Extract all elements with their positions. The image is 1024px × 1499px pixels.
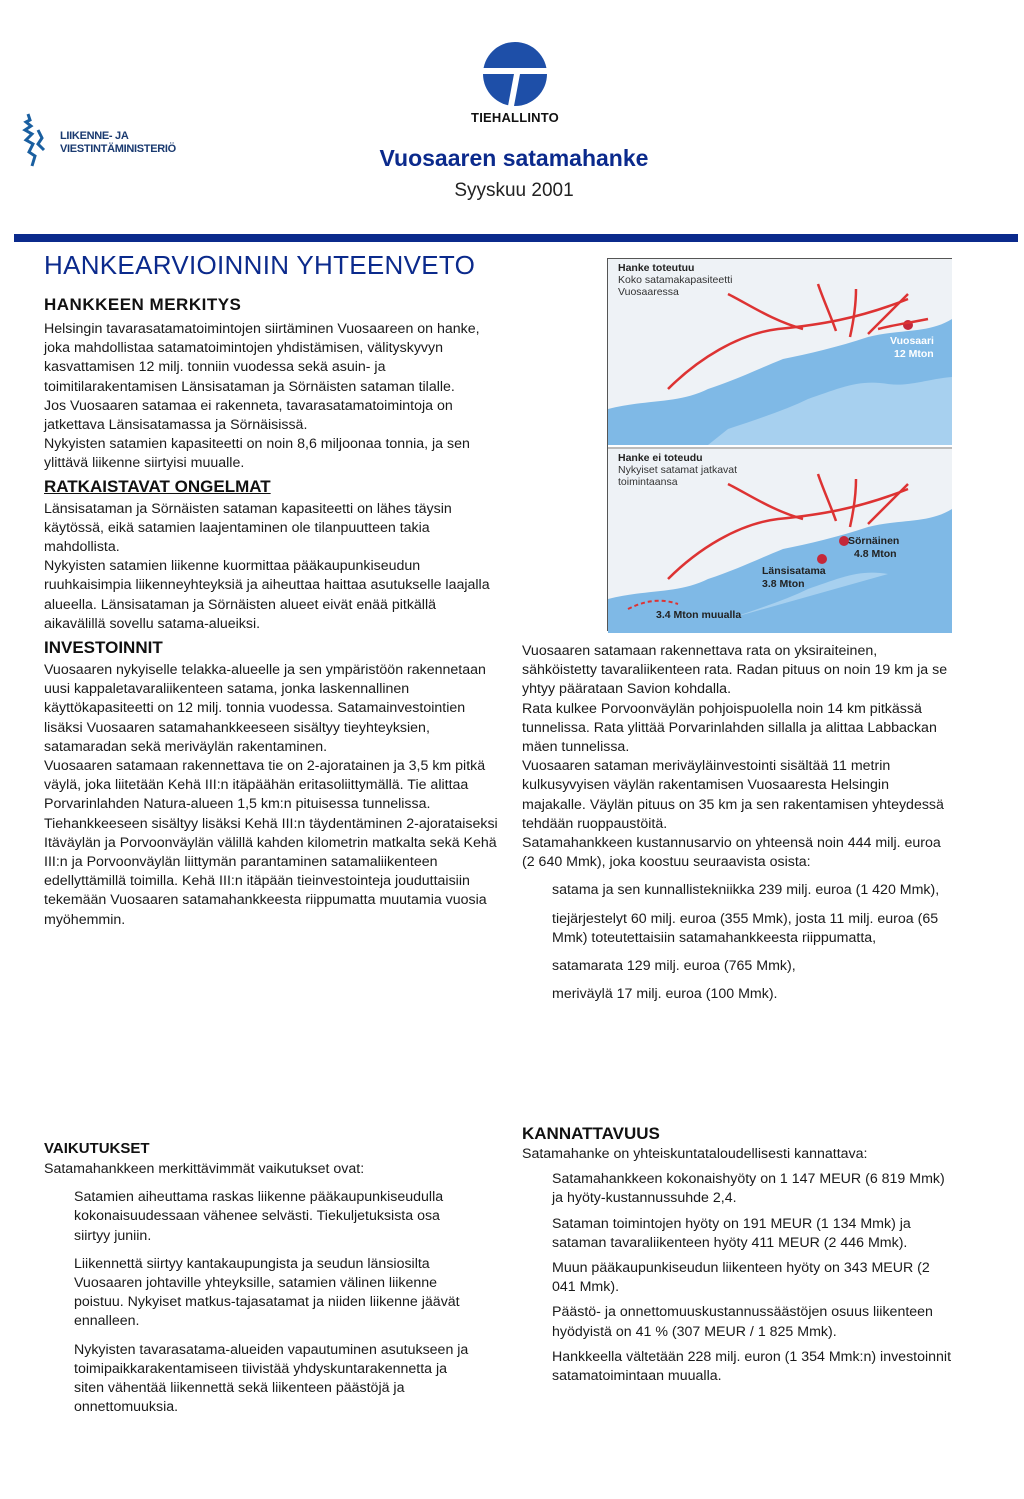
cost-item: satama ja sen kunnallistekniikka 239 milj. euroa (1 420 Mmk), xyxy=(552,882,940,899)
cost-item: satamarata 129 milj. euroa (765 Mmk), xyxy=(552,958,796,975)
cost-item: meriväylä 17 milj. euroa (100 Mmk). xyxy=(552,986,778,1003)
page-title: Vuosaaren satamahanke xyxy=(379,145,649,171)
map-top-subtitle1: Koko satamakapasiteetti xyxy=(618,274,733,286)
map-value-lansisatama: 3.8 Mton xyxy=(762,578,805,590)
right-column xyxy=(522,642,952,1004)
tiehallinto-emblem-icon xyxy=(480,38,550,110)
map-bottom-title: Hanke ei toteudu xyxy=(618,452,703,464)
map-top-subtitle2: Vuosaaressa xyxy=(618,286,679,298)
kannattavuus-item: Hankkeella vältetään 228 milj. euron (1 354 Mmk:n) investoinnit satamatoimintaan muualla. xyxy=(552,1348,952,1385)
investoinnit-heading: INVESTOINNIT xyxy=(44,638,163,658)
kannattavuus-item: Päästö- ja onnettomuuskustannussäästöjen osuus liikenteen hyödyistä on 41 % (307 MEUR / 1 825 Mmk). xyxy=(552,1304,933,1340)
vaikutukset-item: Satamien aiheuttama raskas liikenne pääkaupunkiseudulla kokonaisuudessaan vähenee selvästi. Tiekuljetuksista osa siirtyy juniin. xyxy=(74,1189,444,1244)
tiehallinto-logo xyxy=(470,38,560,128)
ongelmat-heading: RATKAISTAVAT ONGELMAT xyxy=(44,476,271,496)
page-date: Syyskuu 2001 xyxy=(454,180,574,201)
merkitys-heading: HANKKEEN MERKITYS xyxy=(44,295,242,314)
map-label-lansisatama: Länsisatama xyxy=(762,565,826,577)
merkitys-p2: Jos Vuosaaren satamaa ei rakenneta, tavarasatamatoimintoja on jatkettava Länsisatamassa ja Sörnäisissä. xyxy=(44,397,453,434)
agency-name: TIEHALLINTO xyxy=(471,110,559,125)
main-heading: HANKEARVIOINNIN YHTEENVETO xyxy=(44,250,476,280)
map-bottom-subtitle2: toimintaansa xyxy=(618,476,678,488)
vaikutukset-item: Nykyisten tavarasatama-alueiden vapautuminen asutukseen ja toimipaikkarakentamiseen tiivistää yhdyskuntarakennetta ja siten vähentää liikennettä sekä liikenteen päästöjä ja onnettomuuksia. xyxy=(74,1341,469,1416)
right-p1: Vuosaaren satamaan rakennettava rata on yksiraiteinen, sähköistetty tavaraliikenteen rata. Radan pituus on noin 19 km ja se yhtyy päärataan Savion kohdalla. xyxy=(522,643,948,698)
ministry-name: LIIKENNE- JA VIESTINTÄMINISTERIÖ xyxy=(60,130,176,155)
ongelmat-p1: Länsisataman ja Sörnäisten sataman kapasiteetti on lähes täysin käytössä, eikä satamien laajentaminen ole tilanpuutteen takia mahdollista. xyxy=(44,500,452,556)
right-p4: Satamahankkeen kustannusarvio on yhteensä noin 444 milj. euroa (2 640 Mmk), joka koostuu seuraavista osista: xyxy=(522,835,941,871)
right-p3: Vuosaaren sataman meriväyläinvestointi sisältää 11 metrin kulkusyvyisen väylän rakentamisen Vuosaaresta Helsingin majakalle. Väylän pituus on 35 km ja sen rakentamisen yhteydessä tehdään ruoppaustöitä. xyxy=(522,758,944,832)
map-label-muualla: 3.4 Mton muualla xyxy=(656,609,742,621)
kannattavuus-item: Satamahankkeen kokonaishyöty on 1 147 MEUR (6 819 Mmk) ja hyöty-kustannussuhde 2,4. xyxy=(552,1171,945,1207)
merkitys-p3: Nykyisten satamien kapasiteetti on noin 8,6 miljoonaa tonnia, ja sen ylittävä liikenne siirtyisi muualle. xyxy=(44,436,470,472)
kannattavuus-section xyxy=(522,1124,954,1386)
cost-item: tiejärjestelyt 60 milj. euroa (355 Mmk), josta 11 milj. euroa (65 Mmk) toteutettaisiin satamahankkeesta riippumatta, xyxy=(552,910,939,946)
map-top xyxy=(608,259,952,445)
kannattavuus-item: Muun pääkaupunkiseudun liikenteen hyöty on 343 MEUR (2 041 Mmk). xyxy=(552,1260,930,1296)
investoinnit-p1: Vuosaaren nykyiselle telakka-alueelle ja sen ympäristöön rakennetaan uusi kappaletavaraliikenteen satama, jonka laskennallinen käyttökapasiteetti on 12 milj. tonnia vuodessa. Satamainvestointien lisäksi Vuosaaren satamahankkeeseen sisältyy tieyhteyksien, satamaradan sekä meriväylän rakentaminen. xyxy=(44,662,486,755)
map-label-sornainen: Sörnäinen xyxy=(848,535,900,547)
vaikutukset-heading: VAIKUTUKSET xyxy=(44,1140,150,1157)
header-divider xyxy=(14,234,1018,242)
kannattavuus-item: Sataman toimintojen hyöty on 191 MEUR (1 134 Mmk) ja sataman tavaraliikenteen hyöty 411 MEUR (2 446 Mmk). xyxy=(552,1215,911,1251)
investoinnit-p2: Vuosaaren satamaan rakennettava tie on 2-ajoratainen ja 3,5 km pitkä väylä, joka liitetään Kehä III:n itäpäähän eritasoliittymällä. Tie alittaa Porvarinlahden Natura-alueen 1,5 km:n pituisessa tunnelissa. Tiehankkeeseen sisältyy lisäksi Kehä III:n täydentäminen 2-ajorataiseksi Itäväylän ja Porvoonväylän välillä kahden kilometrin matkalta sekä Kehä III:n ja Porvoonväylän liittymän parantaminen satamaliikenteen edellyttämillä toimilla. Kehä III:n itäpään tieinvestointeja jouduttaisiin tekemään Vuosaaren satamahankkeesta riippumatta muutamia vuosia myöhemmin. xyxy=(44,758,498,928)
ministry-logo xyxy=(20,110,220,170)
map-value-sornainen: 4.8 Mton xyxy=(854,548,897,560)
left-column xyxy=(44,250,498,930)
ministry-emblem-icon xyxy=(20,110,56,170)
vaikutukset-section xyxy=(44,1140,480,1417)
vaikutukset-item: Liikennettä siirtyy kantakaupungista ja seudun länsiosilta Vuosaaren johtaville yhteyksille, satamien välinen liikenne poistuu. Nykyiset matkus-tajasatamat ja niiden liikenne jäävät ennalleen. xyxy=(74,1255,460,1330)
kannattavuus-heading: KANNATTAVUUS xyxy=(522,1124,660,1143)
kannattavuus-intro: Satamahanke on yhteiskuntataloudellisesti kannattava: xyxy=(522,1146,868,1162)
map-panel xyxy=(607,258,952,631)
map-value-vuosaari: 12 Mton xyxy=(894,348,934,360)
map-bottom xyxy=(608,447,952,633)
merkitys-p1: Helsingin tavarasatamatoimintojen siirtäminen Vuosaareen on hanke, joka mahdollistaa satamatoimintojen yhdistämisen, välityskyvyn kasvattamisen 12 milj. tonniin vuodessa sekä asuin- ja toimitilarakentamisen Länsisataman ja Sörnäisten sataman tilalle. xyxy=(44,321,480,395)
map-label-vuosaari: Vuosaari xyxy=(890,335,934,347)
ongelmat-p2: Nykyisten satamien liikenne kuormittaa pääkaupunkiseudun ruuhkaisimpia liikenneyhteyksiä ja aiheuttaa haittaa asutukselle laajalla alueella. Länsisataman ja Sörnäisten alueet eivät enää pitkällä aikavälillä sovellu satama-alueiksi. xyxy=(44,558,490,632)
map-top-title: Hanke toteutuu xyxy=(618,262,695,274)
right-p2: Rata kulkee Porvoonväylän pohjoispuolella noin 14 km pitkässä tunnelissa. Rata ylittää Porvarinlahden sillalla ja alittaa Labbackan mäen tunnelissa. xyxy=(522,700,937,756)
map-bottom-subtitle1: Nykyiset satamat jatkavat xyxy=(618,464,738,476)
vaikutukset-intro: Satamahankkeen merkittävimmät vaikutukset ovat: xyxy=(44,1161,365,1177)
